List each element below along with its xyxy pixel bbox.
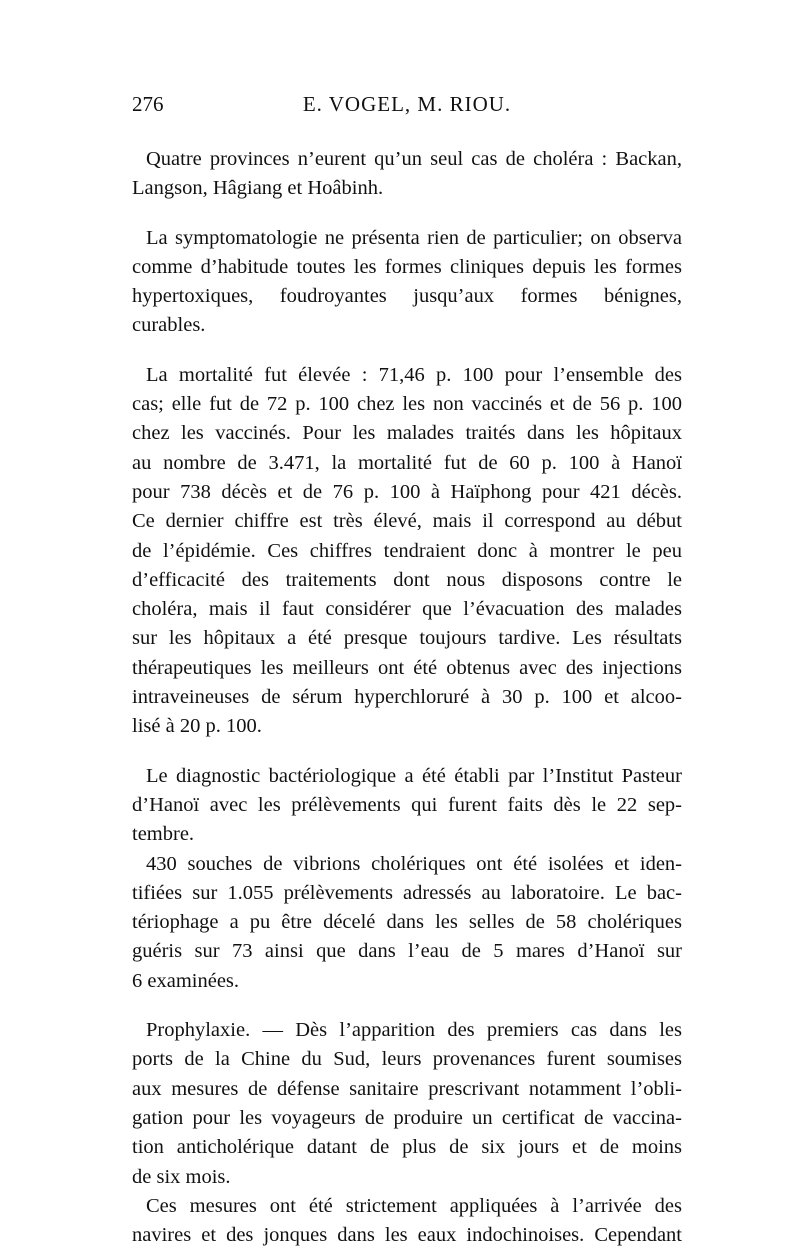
text-line: La symptomatologie ne présenta rien de particulier; on observa — [146, 226, 682, 249]
text-line: ports de la Chine du Sud, leurs provenances furent soumises — [132, 1048, 682, 1071]
text-line: aux mesures de défense sanitaire prescrivant notamment l’obli- — [132, 1077, 682, 1100]
text-line: Ce dernier chiffre est très élevé, mais il correspond au début — [132, 510, 682, 533]
page-header — [132, 92, 682, 122]
text-line: sur les hôpitaux a été presque toujours tardive. Les résultats — [132, 627, 682, 650]
text-line: cas; elle fut de 72 p. 100 chez les non vaccinés et de 56 p. 100 — [132, 393, 682, 416]
text-line: thérapeutiques les meilleurs ont été obtenus avec des injections — [132, 656, 682, 679]
paragraph — [132, 1016, 682, 1192]
text-line: curables. — [132, 314, 206, 337]
text-line: hypertoxiques, foudroyantes jusqu’aux formes bénignes, — [132, 285, 682, 308]
text-line: guéris sur 73 ainsi que dans l’eau de 5 mares d’Hanoï sur — [132, 940, 682, 963]
text-line: choléra, mais il faut considérer que l’évacuation des malades — [132, 598, 682, 621]
text-line: chez les vaccinés. Pour les malades traités dans les hôpitaux — [132, 422, 682, 445]
text-line: 430 souches de vibrions cholériques ont été isolées et iden- — [146, 852, 682, 875]
paragraph — [132, 850, 682, 996]
text-line: comme d’habitude toutes les formes cliniques depuis les formes — [132, 255, 682, 278]
text-line: de l’épidémie. Ces chiffres tendraient donc à montrer le peu — [132, 539, 682, 562]
text-line: intraveineuses de sérum hyperchloruré à 30 p. 100 et alcoo- — [132, 686, 682, 709]
text-line: Quatre provinces n’eurent qu’un seul cas de choléra : Backan, — [146, 148, 682, 170]
text-line: pour 738 décès et de 76 p. 100 à Haïphong pour 421 décès. — [132, 480, 682, 503]
text-line: tériophage a pu être décelé dans les selles de 58 cholériques — [132, 911, 682, 934]
paragraph — [132, 145, 682, 204]
page-number: 276 — [132, 92, 164, 116]
text-line: Le diagnostic bactériologique a été établi par l’Institut Pasteur — [146, 764, 682, 787]
text-line: lisé à 20 p. 100. — [132, 715, 262, 738]
text-line: tion anticholérique datant de plus de six jours et de moins — [132, 1136, 682, 1159]
text-line: La mortalité fut élevée : 71,46 p. 100 pour l’ensemble des — [146, 363, 682, 386]
paragraph — [132, 1192, 682, 1250]
body-text — [132, 145, 682, 1250]
text-line: de six mois. — [132, 1165, 231, 1188]
paragraph — [132, 762, 682, 850]
text-line: tembre. — [132, 823, 195, 846]
text-line: tifiées sur 1.055 prélèvements adressés au laboratoire. Le bac- — [132, 881, 682, 904]
text-line: au nombre de 3.471, la mortalité fut de 60 p. 100 à Hanoï — [132, 451, 682, 474]
text-line: d’efficacité des traitements dont nous disposons contre le — [132, 568, 682, 591]
paragraph — [132, 361, 682, 742]
text-line: navires et des jonques dans les eaux indochinoises. Cependant — [132, 1224, 682, 1247]
text-line: Prophylaxie. — Dès l’apparition des premiers cas dans les — [146, 1019, 682, 1042]
text-line: Langson, Hâgiang et Hoâbinh. — [132, 177, 384, 200]
paragraph — [132, 224, 682, 341]
text-line: d’Hanoï avec les prélèvements qui furent faits dès le 22 sep- — [132, 793, 682, 816]
running-head: E. VOGEL, M. RIOU. — [302, 92, 512, 116]
text-line: gation pour les voyageurs de produire un certificat de vaccina- — [132, 1106, 682, 1129]
text-line: 6 examinées. — [132, 969, 240, 992]
text-line: Ces mesures ont été strictement appliquées à l’arrivée des — [146, 1194, 682, 1217]
